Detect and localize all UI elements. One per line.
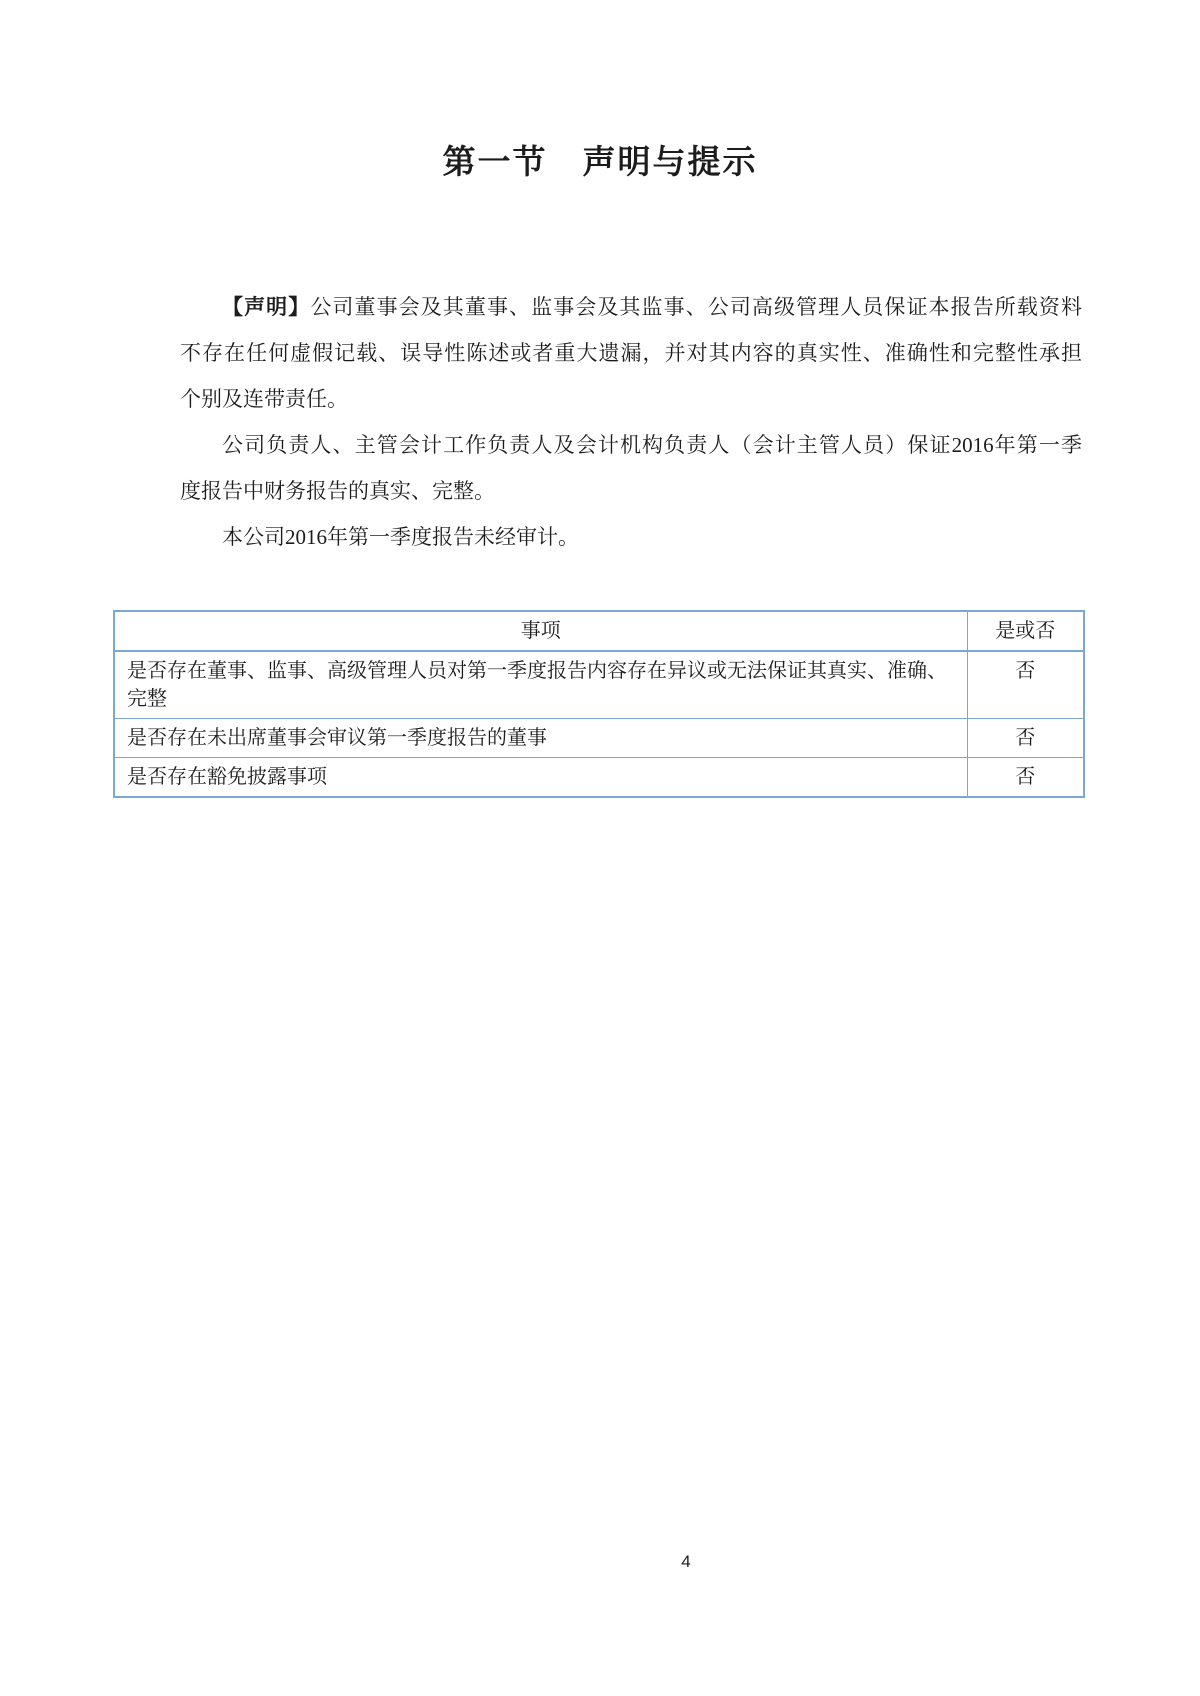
table-row-item: 是否存在董事、监事、高级管理人员对第一季度报告内容存在异议或无法保证其真实、准确、完整 bbox=[114, 651, 967, 719]
table-row bbox=[114, 719, 1084, 758]
responsible-line-1: 公司负责人、主管会计工作负责人及会计机构负责人（会计主管人员）保证2016年第一季 bbox=[222, 433, 1082, 457]
declaration-line-1-text: 公司董事会及其董事、监事会及其监事、公司高级管理人员保证本报告所载资料 bbox=[310, 295, 1083, 319]
declaration-table bbox=[113, 610, 1085, 798]
declaration-line-3: 个别及连带责任。 bbox=[180, 387, 348, 411]
responsible-line-2: 度报告中财务报告的真实、完整。 bbox=[180, 479, 495, 503]
table-row-answer: 否 bbox=[967, 758, 1084, 798]
declaration-label: 【声明】 bbox=[222, 296, 311, 319]
section-title: 第一节 声明与提示 bbox=[442, 143, 758, 180]
table-row-item: 是否存在未出席董事会审议第一季度报告的董事 bbox=[114, 719, 967, 758]
table-row bbox=[114, 651, 1084, 719]
body-text bbox=[180, 284, 1082, 560]
table-row-item: 是否存在豁免披露事项 bbox=[114, 758, 967, 798]
table-row-answer: 否 bbox=[967, 719, 1084, 758]
table-row-answer: 否 bbox=[967, 651, 1084, 719]
table-header-row bbox=[114, 611, 1084, 651]
page-number: 4 bbox=[681, 1552, 691, 1571]
declaration-line-2: 不存在任何虚假记载、误导性陈述或者重大遗漏，并对其内容的真实性、准确性和完整性承担 bbox=[180, 341, 1082, 365]
declaration-line-1 bbox=[180, 284, 1082, 330]
audit-line: 本公司2016年第一季度报告未经审计。 bbox=[222, 525, 579, 549]
table-header-answer: 是或否 bbox=[967, 611, 1084, 651]
table-header-item: 事项 bbox=[114, 611, 967, 651]
table-row bbox=[114, 758, 1084, 798]
